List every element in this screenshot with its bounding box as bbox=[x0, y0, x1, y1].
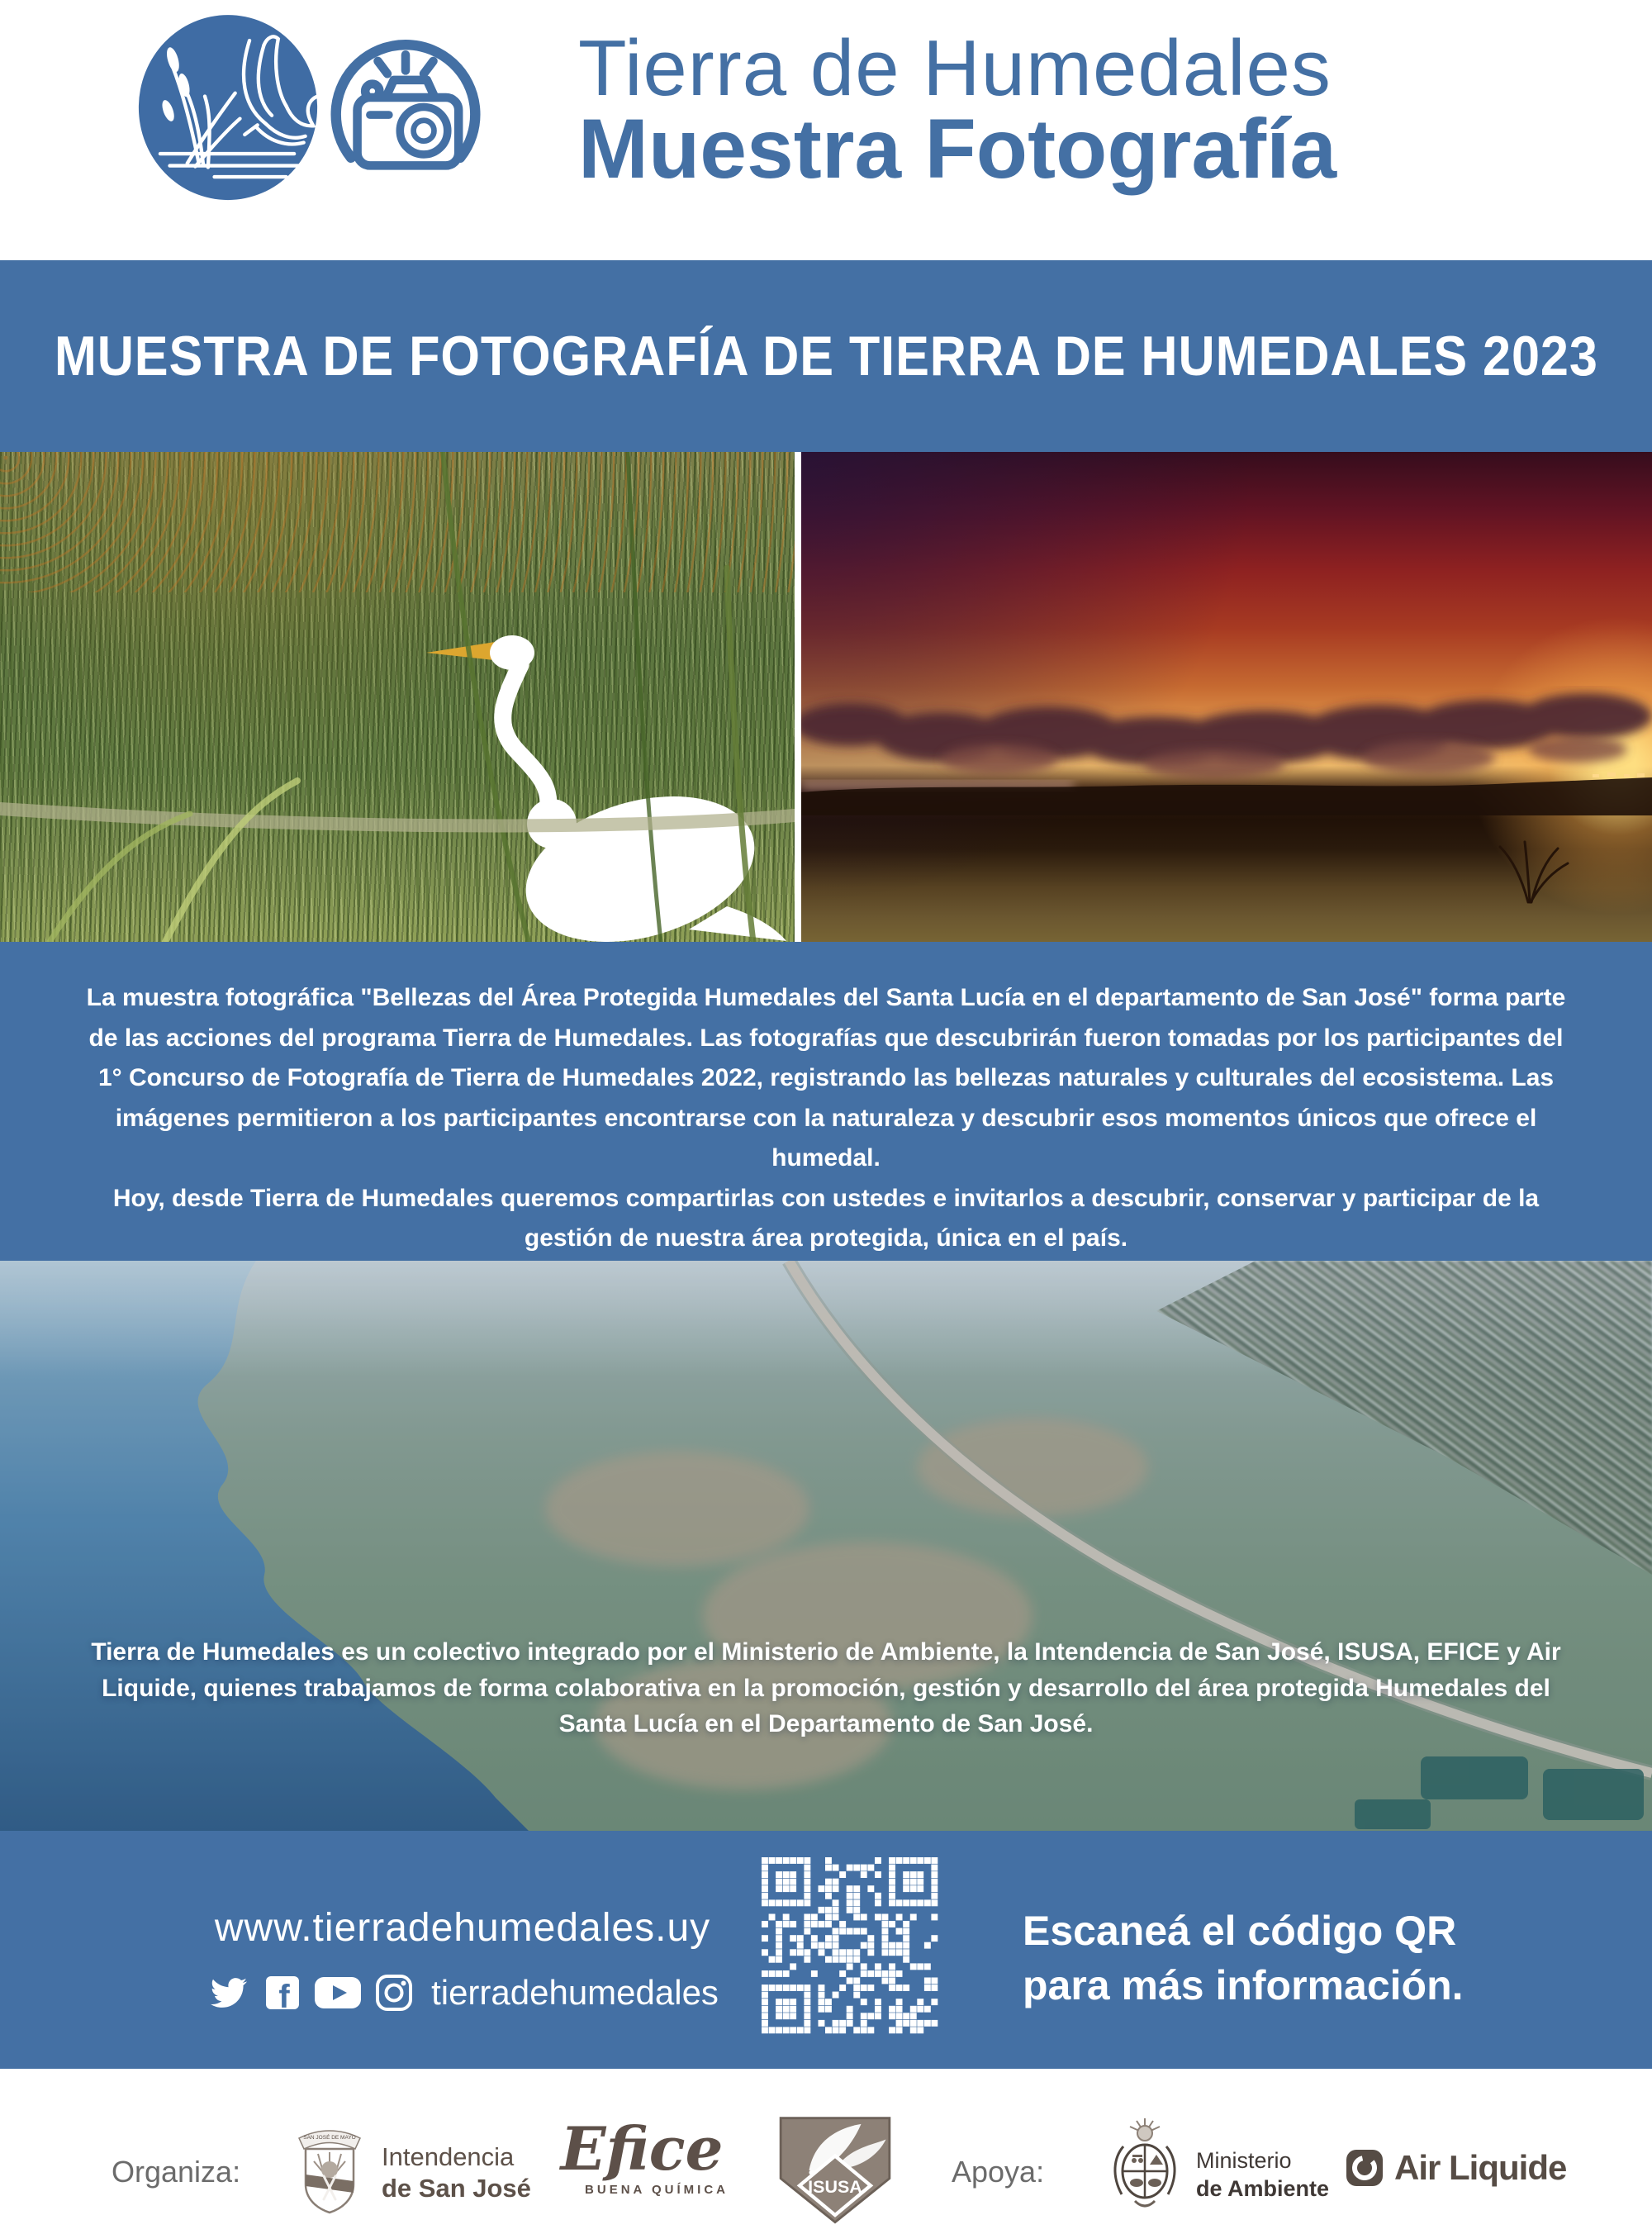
qr-caption-line1: Escaneá el código QR bbox=[1023, 1908, 1457, 1954]
title-banner bbox=[0, 260, 1652, 452]
uruguay-coat-of-arms bbox=[1105, 2117, 1184, 2217]
efice-wordmark: Efice bbox=[560, 2113, 724, 2184]
photo-row bbox=[0, 452, 1652, 942]
intro-paragraphs bbox=[74, 978, 1578, 1259]
apoya-label: Apoya: bbox=[952, 2155, 1045, 2189]
instagram-icon[interactable] bbox=[375, 1974, 413, 2012]
air-liquide-icon bbox=[1345, 2148, 1384, 2188]
photo-egret-in-reeds bbox=[0, 452, 795, 942]
intro-paragraph-2: Hoy, desde Tierra de Humedales queremos compartirlas con ustedes e invitarlos a descubrir, conservar y participar de la gestión de nuestra área protegida, única en el país. bbox=[112, 1184, 1540, 1252]
blue-wash-overlay bbox=[0, 1261, 1652, 1831]
qr-code[interactable] bbox=[762, 1857, 938, 2034]
intendencia-line1: Intendencia bbox=[382, 2142, 515, 2171]
qr-caption bbox=[1023, 1904, 1464, 2013]
efice-tagline: BUENA QUÍMICA bbox=[585, 2183, 729, 2197]
ministerio-line2: de Ambiente bbox=[1196, 2176, 1330, 2201]
website-link[interactable]: www.tierradehumedales.uy bbox=[214, 1906, 711, 1950]
camera-icon bbox=[330, 13, 481, 200]
intendencia-line2: de San José bbox=[382, 2174, 531, 2203]
sunset-clouds-illustration bbox=[801, 452, 1652, 942]
efice-logo bbox=[555, 2113, 729, 2197]
organiza-label: Organiza: bbox=[112, 2155, 241, 2189]
intendencia-san-jose-emblem bbox=[294, 2127, 365, 2217]
youtube-icon[interactable] bbox=[314, 1975, 362, 2011]
isusa-shield-logo bbox=[775, 2113, 895, 2226]
qr-caption-line2: para más información. bbox=[1023, 1962, 1464, 2008]
exhibition-title: MUESTRA DE FOTOGRAFÍA DE TIERRA DE HUMEDALES 2023 bbox=[54, 325, 1598, 387]
header bbox=[0, 0, 1652, 260]
svg-text:SAN JOSÉ DE MAYO: SAN JOSÉ DE MAYO bbox=[303, 2135, 356, 2141]
intro-section bbox=[0, 942, 1652, 1261]
facebook-icon[interactable] bbox=[264, 1975, 301, 2011]
photo-sunset-wetland bbox=[801, 452, 1652, 942]
social-row bbox=[190, 1973, 735, 2013]
aerial-paragraph: Tierra de Humedales es un colectivo integrado por el Ministerio de Ambiente, la Intendencia de San José, ISUSA, EFICE y Air Liquide, quienes trabajamos de forma colaborativa en la promoción, gestión y desarrollo del área protegida Humedales del Santa Lucía en el Departamento de San José. bbox=[91, 1638, 1561, 1737]
svg-text:ISUSA: ISUSA bbox=[808, 2176, 862, 2197]
brand-title-line1: Tierra de Humedales bbox=[578, 24, 1332, 112]
egret-illustration bbox=[0, 452, 795, 942]
brand-title-line2: Muestra Fotografía bbox=[578, 102, 1337, 196]
air-liquide-logo bbox=[1345, 2148, 1566, 2188]
collective-description bbox=[91, 1634, 1561, 1742]
social-handle[interactable]: tierradehumedales bbox=[431, 1973, 719, 2012]
footer-band bbox=[0, 1831, 1652, 2069]
ministerio-wordmark bbox=[1196, 2146, 1329, 2203]
air-liquide-wordmark: Air Liquide bbox=[1394, 2148, 1567, 2187]
intendencia-wordmark bbox=[382, 2141, 531, 2204]
wetland-bird-logo bbox=[136, 10, 320, 210]
ministerio-line1: Ministerio bbox=[1196, 2148, 1292, 2173]
twitter-icon[interactable] bbox=[206, 1975, 251, 2011]
aerial-photo-section bbox=[0, 1261, 1652, 1831]
svg-text:f: f bbox=[278, 1979, 290, 2011]
intro-paragraph-1: La muestra fotográfica "Bellezas del Área Protegida Humedales del Santa Lucía en el departamento de San José" forma parte de las acciones del programa Tierra de Humedales. Las fotografías que descubrirán fueron tomadas por los participantes del 1° Concurso de Fotografía de Tierra de Humedales 2022, registrando las bellezas naturales y culturales del ecosistema. Las imágenes permitieron a los participantes encontrarse con la naturaleza y descubrir esos momentos únicos que ofrece el humedal. bbox=[86, 984, 1566, 1172]
partners-footer bbox=[0, 2069, 1652, 2234]
